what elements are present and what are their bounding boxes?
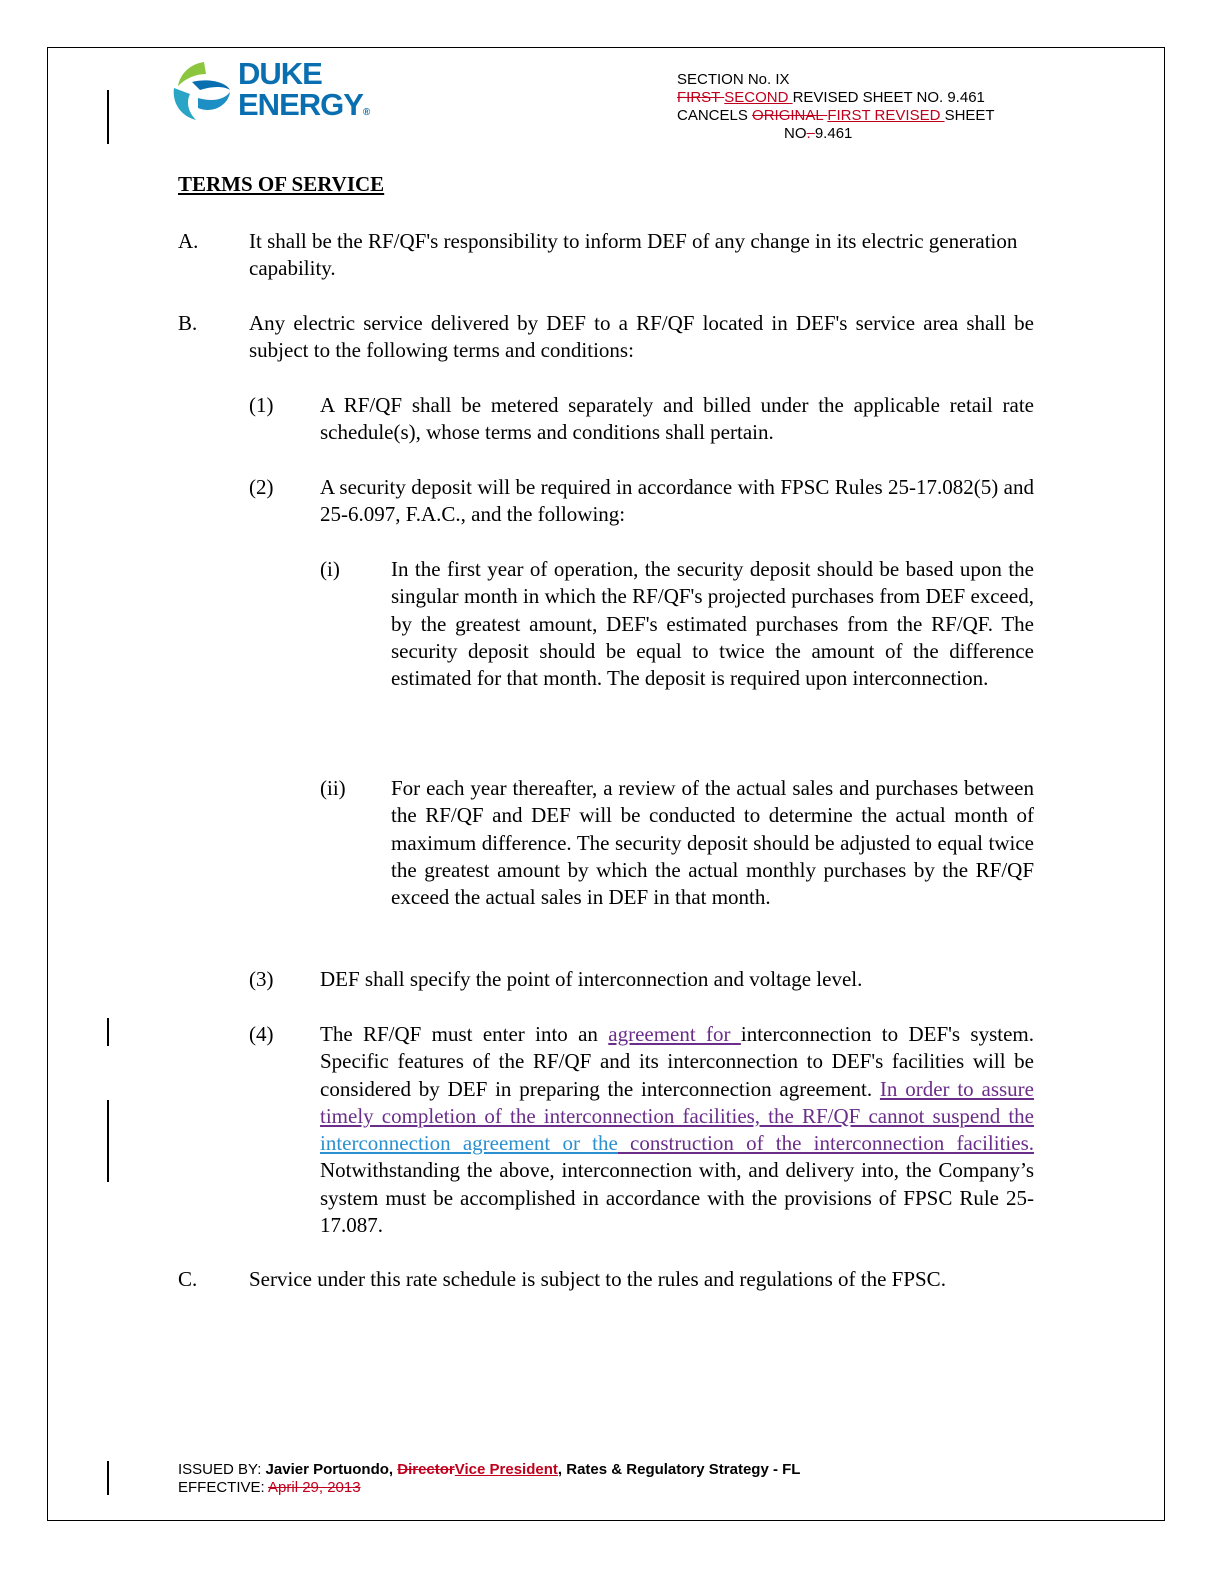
item-4-text-part: interconnection to DEF's system. Specific features of the RF/QF and its interconnection to DEF's facilities will be considered by DEF in preparing the interconnection agreement. [320, 1022, 1034, 1101]
section-number: SECTION No. IX [677, 71, 790, 88]
no-value: 9.461 [814, 125, 853, 142]
issued-title: , Rates & Regulatory Strategy - FL [557, 1461, 801, 1478]
inserted-text: agreement for [608, 1022, 741, 1046]
subitem-label: (ii) [320, 776, 346, 800]
effective-label: EFFECTIVE: [178, 1479, 269, 1496]
footer [178, 1461, 800, 1497]
item-4-text [320, 1021, 1034, 1239]
deleted-text: ORIGINAL [752, 107, 828, 124]
inserted-text: FIRST REVISED [827, 107, 945, 124]
section-label: C. [178, 1267, 198, 1291]
section-label: B. [178, 311, 198, 335]
change-bar [107, 1018, 109, 1046]
section-label: A. [178, 229, 199, 253]
subitem-label: (i) [320, 557, 340, 581]
deleted-text: . [806, 125, 815, 142]
sheet-rest: REVISED SHEET NO. 9.461 [792, 89, 985, 106]
logo-line1: DUKE [238, 56, 322, 91]
item-4-text-part: Notwithstanding the above, interconnection with, and delivery into, the Company’s system must be accomplished in accordance with the provisions of FPSC Rule 25-17.087. [320, 1158, 1034, 1238]
sheet-revision-line [677, 89, 995, 107]
inserted-text: interconnection agreement or the [320, 1131, 618, 1156]
subitem-i-text: In the first year of operation, the security deposit should be based upon the singular month in which the RF/QF's projected purchases from DEF exceed, by the greatest amount, DEF's estimated purchases from the RF/QF. The security deposit should be equal to twice the amount of the difference estimated for that month. The deposit is required upon interconnection. [391, 557, 1034, 691]
registered-mark: ® [362, 107, 371, 118]
inserted-text: construction of the interconnection facilities. [617, 1131, 1035, 1156]
inserted-text: In order to assure timely completion of the interconnection facilities, the RF/QF cannot suspend the [320, 1076, 1034, 1128]
deleted-text: April 29, 2013 [268, 1479, 361, 1496]
item-1-text: A RF/QF shall be metered separately and billed under the applicable retail rate schedule(s), whose terms and conditions shall pertain. [320, 393, 1034, 445]
section-a-text: It shall be the RF/QF's responsibility to inform DEF of any change in its electric generation capability. [249, 229, 1018, 281]
issued-by-line [178, 1461, 800, 1479]
duke-energy-logo [168, 58, 378, 128]
duke-energy-swoosh-icon [168, 58, 234, 124]
cancels-rest: SHEET [944, 107, 995, 124]
item-label: (4) [249, 1022, 274, 1046]
cancels-line [677, 107, 995, 125]
deleted-text: FIRST [677, 89, 725, 106]
change-bar [107, 90, 109, 144]
item-label: (1) [249, 393, 274, 417]
item-label: (2) [249, 475, 274, 499]
issued-name: Javier Portuondo, [265, 1461, 398, 1478]
change-bar [107, 1461, 109, 1495]
effective-line [178, 1479, 800, 1497]
subitem-ii-text: For each year thereafter, a review of the actual sales and purchases between the RF/QF and DEF will be conducted to determine the actual month of maximum difference. The security deposit should be adjusted to equal twice the greatest amount by which the actual monthly purchases by the RF/QF exceed the actual sales in DEF in that month. [391, 776, 1034, 910]
item-label: (3) [249, 967, 274, 991]
sheet-header [677, 71, 995, 143]
logo-line2: ENERGY [238, 87, 363, 122]
item-2-text: A security deposit will be required in accordance with FPSC Rules 25-17.082(5) and 25-6.097, F.A.C., and the following: [320, 475, 1034, 527]
section-c-text: Service under this rate schedule is subject to the rules and regulations of the FPSC. [249, 1267, 946, 1291]
deleted-text: Director [397, 1461, 455, 1478]
no-prefix: NO [784, 125, 807, 142]
cancels-no-line [677, 125, 995, 143]
issued-label: ISSUED BY: [178, 1461, 266, 1478]
inserted-text: SECOND [724, 89, 793, 106]
page-title: TERMS OF SERVICE [178, 172, 385, 196]
logo-wordmark [238, 58, 370, 128]
section-b-text: Any electric service delivered by DEF to a RF/QF located in DEF's service area shall be subject to the following terms and conditions: [249, 311, 1034, 363]
inserted-text: Vice President [454, 1461, 558, 1478]
cancels-prefix: CANCELS [677, 107, 753, 124]
item-3-text: DEF shall specify the point of interconnection and voltage level. [320, 967, 863, 991]
change-bar [107, 1100, 109, 1182]
item-4-text-part: The RF/QF must enter into an [320, 1022, 609, 1046]
